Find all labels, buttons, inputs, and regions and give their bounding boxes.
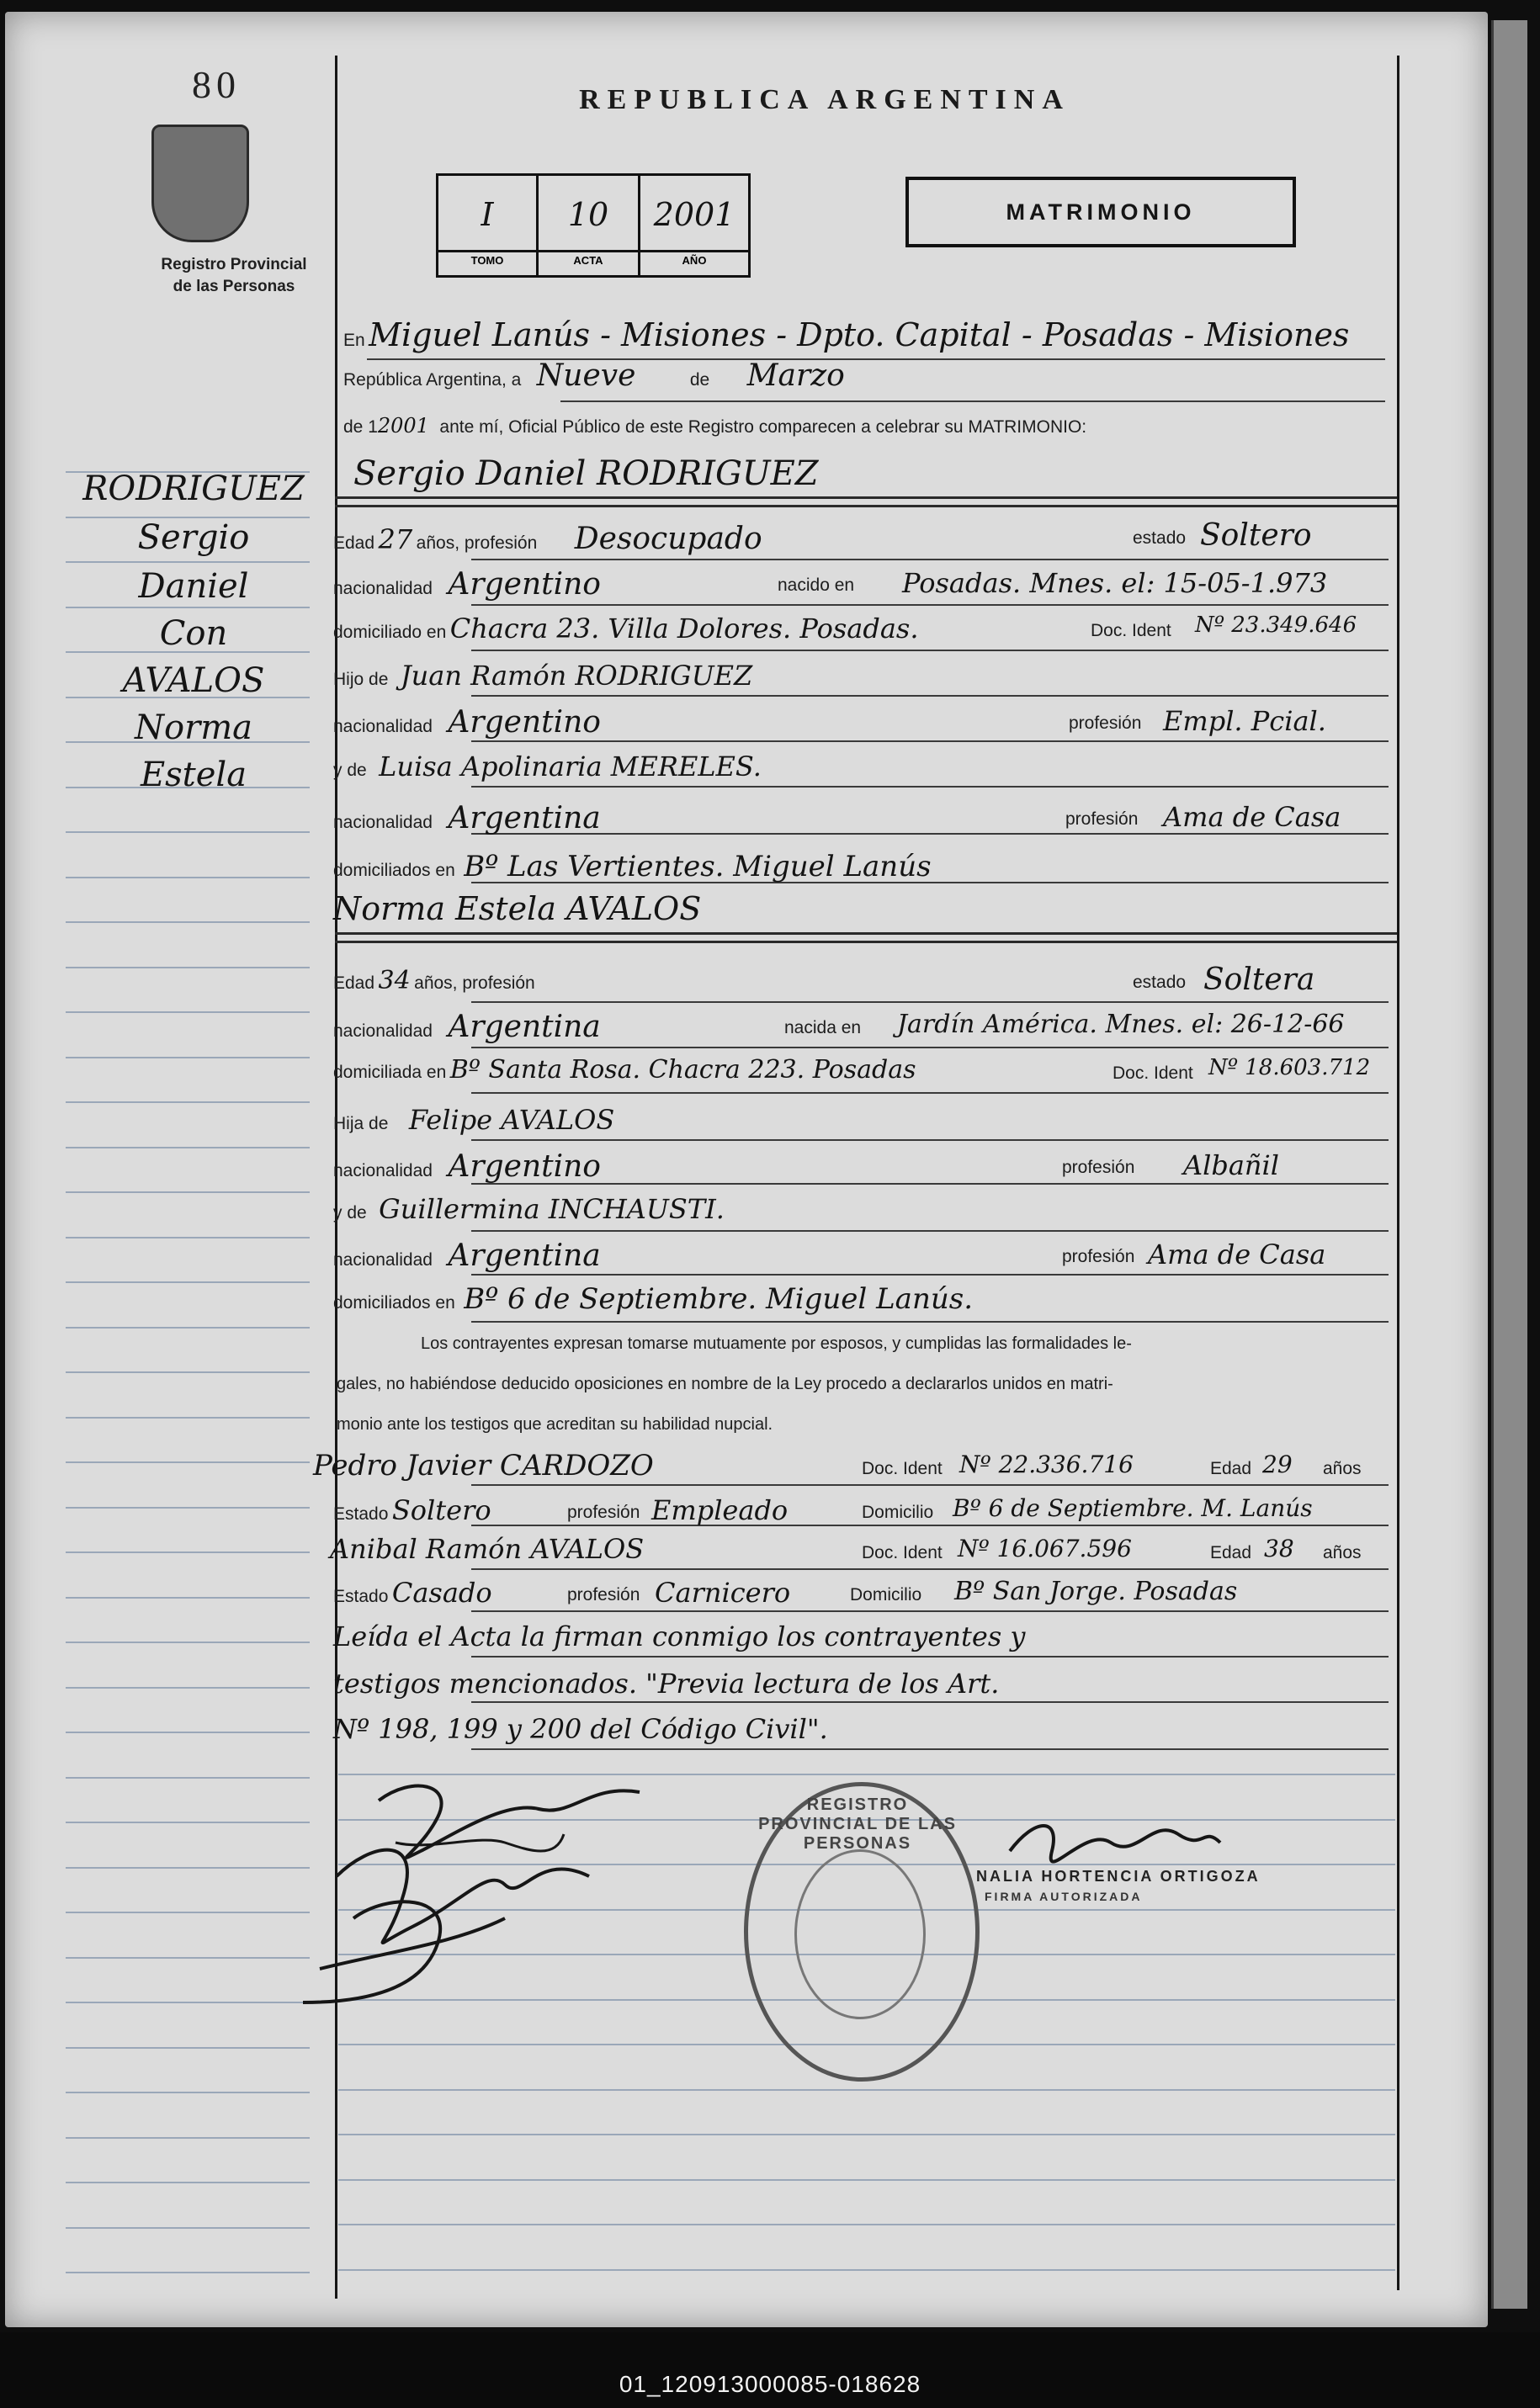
groom-parents-address: Bº Las Vertientes. Miguel Lanús: [464, 850, 932, 883]
body-ruled-line: [338, 2179, 1395, 2181]
anos-label: años: [1323, 1543, 1362, 1562]
estado-label: estado: [1133, 528, 1187, 548]
document-type-box: MATRIMONIO: [905, 177, 1296, 247]
fill-line: [471, 786, 1389, 788]
margin-ruled-line: [66, 1912, 310, 1913]
registry-label-line2: de las Personas: [173, 278, 295, 295]
hijo-label: Hijo de: [333, 670, 389, 689]
fill-line: [471, 1484, 1389, 1486]
fill-line: [471, 1274, 1389, 1276]
bride-mother-row: [333, 1193, 1394, 1225]
margin-ruled-line: [66, 1732, 310, 1733]
fill-line: [471, 1656, 1389, 1657]
margin-ruled-line: [66, 1642, 310, 1643]
right-frame-line: [1397, 56, 1399, 2290]
profesion-label: profesión: [1065, 809, 1139, 829]
declaration-line1: Los contrayentes expresan tomarse mutuamente por esposos, y cumplidas las formalidades le-: [421, 1334, 1132, 1353]
bride-nationality-row: [333, 1010, 1394, 1044]
groom-name: Sergio Daniel RODRIGUEZ: [353, 454, 819, 493]
domiciliada-label: domiciliada en: [333, 1063, 447, 1082]
margin-ruled-line: [66, 607, 310, 608]
groom-mother-name: Luisa Apolinaria MERELES.: [379, 751, 762, 782]
fill-line: [471, 1568, 1389, 1570]
margin-ruled-line: [66, 1057, 310, 1058]
witness1-age: 29: [1262, 1451, 1293, 1478]
bride-address: Bº Santa Rosa. Chacra 223. Posadas: [449, 1055, 916, 1085]
witness2-marital-status: Casado: [391, 1577, 492, 1609]
anos-profesion-label: años, profesión: [414, 973, 535, 993]
bride-mother-profession: Ama de Casa: [1148, 1238, 1326, 1270]
tomo-cell: [438, 176, 539, 275]
groom-birthplace: Posadas. Mnes. el: 15-05-1.973: [902, 567, 1328, 599]
signature-stroke: [379, 1786, 640, 1858]
anos-label: años: [1323, 1459, 1362, 1478]
margin-ruled-line: [66, 1507, 310, 1509]
tomo-label: TOMO: [438, 250, 536, 267]
margin-ruled-line: [66, 2002, 310, 2003]
fill-line: [471, 1701, 1389, 1703]
margin-ruled-line: [66, 1417, 310, 1419]
nacionalidad-label: nacionalidad: [333, 579, 433, 598]
margin-ruled-line: [66, 2092, 310, 2093]
witness1-address: Bº 6 de Septiembre. M. Lanús: [953, 1494, 1313, 1522]
signatures: [286, 1750, 757, 2028]
fill-line: [471, 1230, 1389, 1232]
body-ruled-line: [338, 2089, 1395, 2091]
declaration-line2: gales, no habiéndose deducido oposiciones en nombre de la Ley procedo a declararlos unidos en matri-: [337, 1375, 1113, 1393]
edad-label: Edad: [1210, 1543, 1252, 1562]
rule: [335, 941, 1397, 943]
anos-profesion-label: años, profesión: [416, 533, 538, 553]
edad-label: Edad: [333, 973, 375, 993]
fill-line: [471, 1610, 1389, 1612]
margin-ruled-line: [66, 1551, 310, 1553]
groom-nationality-row: [333, 567, 1394, 602]
margin-ruled-line: [66, 2182, 310, 2183]
bride-father-nationality: Argentino: [448, 1149, 601, 1184]
official-role: FIRMA AUTORIZADA: [985, 1890, 1143, 1903]
stamp-text: REGISTRO PROVINCIAL DE LAS PERSONAS: [758, 1795, 957, 1853]
bride-father-profession: Albañil: [1183, 1149, 1279, 1181]
rule: [560, 400, 1385, 402]
margin-ruled-line: [66, 1687, 310, 1689]
domicilio-label: Domicilio: [850, 1585, 922, 1604]
month-value: Marzo: [746, 358, 845, 393]
witness2-address: Bº San Jorge. Posadas: [954, 1577, 1238, 1606]
witness1-document: Nº 22.336.716: [959, 1451, 1134, 1478]
margin-ruled-line: [66, 1867, 310, 1869]
page-edge: [1491, 20, 1527, 2309]
groom-parents-address-row: [333, 850, 1394, 883]
fill-line: [471, 1001, 1389, 1003]
closing-note-line: Nº 198, 199 y 200 del Código Civil".: [333, 1713, 828, 1745]
year-prefix: de 1: [343, 417, 378, 437]
stamp-inner-ring: [794, 1849, 926, 2019]
margin-ruled-line: [66, 1147, 310, 1148]
groom-age-row: [333, 518, 1394, 556]
anio-label: AÑO: [640, 250, 748, 267]
witness2-name: Anibal Ramón AVALOS: [330, 1533, 645, 1565]
bride-parents-address-row: [333, 1282, 1394, 1316]
margin-ruled-line: [66, 1461, 310, 1463]
witness1-row: [313, 1449, 1399, 1482]
registry-label-line1: Registro Provincial: [161, 256, 307, 273]
bride-nationality: Argentina: [448, 1010, 601, 1044]
groom-age: 27: [378, 523, 413, 555]
place-value: Miguel Lanús - Misiones - Dpto. Capital - Posadas - Misiones: [369, 316, 1350, 353]
intro-text: ante mí, Oficial Público de este Registro comparecen a celebrar su MATRIMONIO:: [439, 417, 1087, 437]
fill-line: [471, 559, 1389, 560]
day-value: Nueve: [536, 358, 636, 393]
act-reference-box: [436, 173, 751, 278]
anio-cell: [640, 176, 748, 275]
nacionalidad-label: nacionalidad: [333, 717, 433, 736]
bride-birthplace: Jardín América. Mnes. el: 26-12-66: [897, 1010, 1345, 1039]
nacionalidad-label: nacionalidad: [333, 1161, 433, 1180]
bride-mother-name: Guillermina INCHAUSTI.: [379, 1193, 725, 1225]
de-label: de: [689, 370, 710, 390]
margin-ruled-line: [66, 831, 310, 833]
groom-nationality: Argentino: [448, 567, 601, 602]
fill-line: [471, 1321, 1389, 1323]
groom-mother-nat-row: [333, 801, 1394, 835]
margin-ruled-line: [66, 1957, 310, 1959]
groom-mother-profession: Ama de Casa: [1163, 801, 1341, 833]
tomo-value: I: [481, 196, 494, 233]
margin-name: Daniel: [138, 567, 249, 606]
margin-name: Con: [159, 614, 228, 653]
bride-father-nat-row: [333, 1149, 1394, 1184]
edad-label: Edad: [1210, 1459, 1252, 1478]
doc-label: Doc. Ident: [1113, 1063, 1193, 1083]
bride-address-row: [333, 1055, 1394, 1085]
acta-value: 10: [567, 196, 609, 233]
margin-ruled-line: [66, 1011, 310, 1013]
image-id: 01_120913000085-018628: [619, 2371, 921, 2397]
registry-label: [108, 254, 360, 298]
witness1-profession: Empleado: [651, 1494, 789, 1526]
witness1-name: Pedro Javier CARDOZO: [313, 1449, 654, 1482]
groom-address-row: [333, 613, 1394, 644]
margin-name: Sergio: [137, 518, 250, 557]
margin-ruled-line: [66, 1371, 310, 1373]
year-value: 2001: [377, 414, 429, 438]
domiciliados-label: domiciliados en: [333, 861, 455, 880]
margin-ruled-line: [66, 1777, 310, 1779]
signature-stroke: [303, 1901, 505, 2002]
page-number: 80: [192, 63, 241, 106]
profesion-label: profesión: [1062, 1247, 1135, 1266]
official-signature: [993, 1809, 1229, 1876]
estado-label: estado: [1133, 973, 1187, 992]
acta-cell: [539, 176, 640, 275]
bride-age: 34: [378, 966, 411, 995]
margin-name: RODRIGUEZ: [82, 469, 305, 508]
groom-father-profession: Empl. Pcial.: [1163, 705, 1326, 737]
domiciliados-label: domiciliados en: [333, 1293, 455, 1313]
nacionalidad-label: nacionalidad: [333, 813, 433, 832]
margin-ruled-line: [66, 1822, 310, 1823]
profesion-label: profesión: [1069, 713, 1142, 733]
margin-name: Estela: [140, 756, 247, 794]
bride-parents-address: Bº 6 de Septiembre. Miguel Lanús.: [464, 1282, 973, 1316]
yde-label: y de: [333, 761, 367, 780]
nacido-label: nacido en: [778, 575, 855, 595]
fill-line: [471, 695, 1389, 697]
domiciliado-label: domiciliado en: [333, 623, 447, 642]
header-intro-row: [343, 414, 1394, 438]
witness2-details-row: [333, 1577, 1395, 1609]
nacionalidad-label: nacionalidad: [333, 1021, 433, 1041]
fill-line: [471, 740, 1389, 742]
groom-father-row: [333, 660, 1394, 692]
margin-ruled-line: [66, 1191, 310, 1193]
bride-age-row: [333, 963, 1394, 997]
header-date-row: [343, 358, 1394, 393]
yde-label: y de: [333, 1203, 367, 1223]
groom-marital-status: Soltero: [1200, 518, 1312, 553]
doc-label: Doc. Ident: [862, 1543, 943, 1562]
body-ruled-line: [338, 2134, 1395, 2135]
closing-note-line: Leída el Acta la firman conmigo los contrayentes y: [333, 1620, 1026, 1652]
bride-name: Norma Estela AVALOS: [333, 890, 702, 927]
margin-ruled-line: [66, 561, 310, 563]
profesion-label: profesión: [567, 1585, 640, 1604]
margin-name: Norma: [135, 708, 252, 747]
groom-address: Chacra 23. Villa Dolores. Posadas.: [449, 613, 919, 644]
coat-of-arms-seal: [151, 125, 249, 242]
margin-ruled-line: [66, 967, 310, 968]
bride-mother-nat-row: [333, 1238, 1394, 1273]
en-label: En: [343, 331, 365, 350]
nacida-label: nacida en: [784, 1018, 862, 1037]
margin-ruled-line: [66, 1281, 310, 1283]
fill-line: [471, 1139, 1389, 1141]
header-place-row: [343, 316, 1394, 353]
witness1-marital-status: Soltero: [391, 1494, 491, 1526]
fill-line: [471, 650, 1389, 651]
bride-mother-nationality: Argentina: [448, 1238, 601, 1273]
republica-label: República Argentina, a: [343, 370, 522, 390]
bride-father-row: [333, 1104, 1394, 1136]
fill-line: [471, 1047, 1389, 1048]
groom-father-nationality: Argentino: [448, 705, 601, 740]
declaration-line3: monio ante los testigos que acreditan su habilidad nupcial.: [337, 1415, 773, 1434]
fill-line: [471, 1092, 1389, 1094]
hija-label: Hija de: [333, 1114, 389, 1133]
nacionalidad-label: nacionalidad: [333, 1250, 433, 1270]
margin-ruled-line: [66, 921, 310, 923]
margin-ruled-line: [66, 877, 310, 878]
margin-name: AVALOS: [122, 661, 265, 700]
witness2-row: [330, 1533, 1399, 1565]
margin-ruled-line: [66, 1101, 310, 1103]
signature-stroke: [1010, 1826, 1220, 1862]
witness2-profession: Carnicero: [655, 1577, 791, 1609]
groom-father-nat-row: [333, 705, 1394, 740]
official-name: NALIA HORTENCIA ORTIGOZA: [976, 1868, 1261, 1885]
estado-label: Estado: [333, 1504, 389, 1524]
margin-ruled-line: [66, 2137, 310, 2139]
profesion-label: profesión: [567, 1503, 640, 1522]
groom-mother-row: [333, 751, 1394, 782]
bride-document: Nº 18.603.712: [1208, 1055, 1371, 1080]
margin-ruled-line: [66, 1327, 310, 1329]
bride-father-name: Felipe AVALOS: [408, 1104, 615, 1136]
edad-label: Edad: [333, 533, 375, 553]
acta-label: ACTA: [539, 250, 638, 267]
bride-marital-status: Soltera: [1203, 963, 1315, 997]
groom-mother-nationality: Argentina: [448, 801, 601, 835]
witness1-details-row: [333, 1494, 1395, 1526]
margin-ruled-line: [66, 2227, 310, 2229]
fill-line: [471, 604, 1389, 606]
signature-stroke: [337, 1850, 589, 1943]
profesion-label: profesión: [1062, 1158, 1135, 1177]
margin-ruled-line: [66, 1237, 310, 1238]
domicilio-label: Domicilio: [862, 1503, 934, 1522]
anio-value: 2001: [653, 196, 735, 233]
body-ruled-line: [338, 2269, 1395, 2271]
estado-label: Estado: [333, 1587, 389, 1606]
margin-ruled-line: [66, 2272, 310, 2273]
witness2-document: Nº 16.067.596: [958, 1535, 1132, 1562]
body-ruled-line: [338, 2224, 1395, 2225]
rule: [335, 932, 1397, 935]
republic-title: REPUBLICA ARGENTINA: [579, 84, 1070, 115]
doc-label: Doc. Ident: [1091, 621, 1171, 640]
rule: [335, 505, 1397, 507]
groom-father-name: Juan Ramón RODRIGUEZ: [400, 660, 753, 692]
closing-note-line: testigos mencionados. "Previa lectura de los Art.: [333, 1668, 1000, 1700]
groom-document: Nº 23.349.646: [1195, 613, 1357, 638]
groom-profession: Desocupado: [574, 522, 762, 556]
margin-ruled-line: [66, 2047, 310, 2049]
rule: [335, 496, 1397, 499]
doc-label: Doc. Ident: [862, 1459, 943, 1478]
margin-ruled-line: [66, 1597, 310, 1599]
witness2-age: 38: [1264, 1535, 1294, 1562]
